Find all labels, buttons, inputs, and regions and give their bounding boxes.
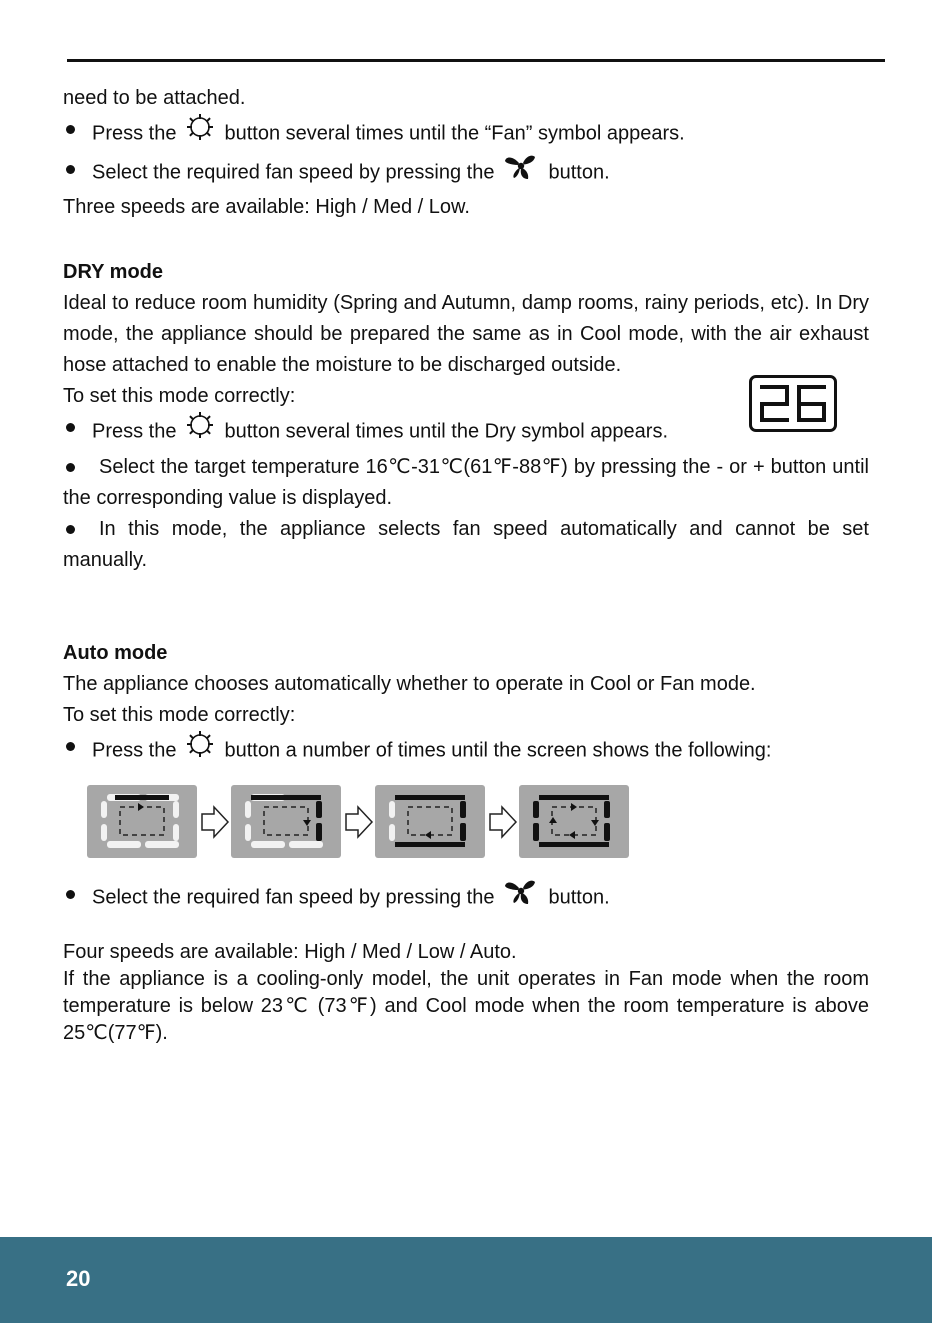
auto-bullet-press-mode xyxy=(63,731,869,771)
fan-button-icon xyxy=(503,152,539,190)
auto-set-correctly: To set this mode correctly: xyxy=(63,704,296,726)
right-arrow-icon xyxy=(200,805,230,849)
right-arrow-icon xyxy=(344,805,374,849)
seven-segment-digits xyxy=(752,378,834,429)
bullet-text-after: button several times until the “Fan” symbol appears. xyxy=(224,122,685,145)
footer-bar xyxy=(0,1237,932,1323)
bullet-text-after: button. xyxy=(548,886,610,909)
dry-bullet-temperature xyxy=(63,452,869,514)
bullet-dot xyxy=(66,125,75,134)
bullet-text-before: Select the required fan speed by pressing the xyxy=(92,161,495,184)
bullet-text-after: button several times until the Dry symbol appears. xyxy=(224,420,669,443)
auto-display-panel-2 xyxy=(231,785,341,858)
bullet-text-before: Select the required fan speed by pressing the xyxy=(92,886,495,909)
fan-button-icon xyxy=(503,877,539,915)
fan-bullet-speed xyxy=(63,154,869,192)
auto-display-panel-4 xyxy=(519,785,629,858)
dry-bullet-fan-auto xyxy=(63,514,869,576)
mode-button-icon xyxy=(185,112,215,152)
bullet-dot xyxy=(66,525,75,534)
mode-button-icon xyxy=(185,410,215,450)
bullet-dot xyxy=(66,423,75,432)
fan-bullet-press-mode xyxy=(63,114,869,154)
dry-mode-paragraph: Ideal to reduce room humidity (Spring and Autumn, damp rooms, rainy periods, etc). In Dry mode, the appliance should be prepared the same as in Cool mode, with the air exhaust hose attached to enable the moisture to be discharged outside. xyxy=(63,292,869,376)
auto-bullet-speed xyxy=(63,879,869,917)
top-rule xyxy=(67,59,885,62)
mode-button-icon xyxy=(185,729,215,769)
bullet-text: Select the target temperature 16℃-31℃(61℉-88℉) by pressing the - or + button until the corresponding value is displayed. xyxy=(63,456,869,509)
spacer xyxy=(63,223,869,257)
bullet-text-after: button a number of times until the screen shows the following: xyxy=(224,739,772,762)
fan-intro-line: need to be attached. xyxy=(63,87,246,109)
fan-speeds-line: Three speeds are available: High / Med / Low. xyxy=(63,196,470,218)
bullet-text-before: Press the xyxy=(92,739,177,762)
auto-speeds-line: Four speeds are available: High / Med / Low / Auto. xyxy=(63,941,517,963)
dry-mode-heading: DRY mode xyxy=(63,261,164,283)
bullet-dot xyxy=(66,463,75,472)
bullet-text-before: Press the xyxy=(92,420,177,443)
bullet-dot xyxy=(66,890,75,899)
auto-cooling-only-paragraph: If the appliance is a cooling-only model, the unit operates in Fan mode when the room temperature is below 23℃ (73℉) and Cool mode when the room temperature is above 25℃(77℉). xyxy=(63,968,869,1044)
bullet-dot xyxy=(66,165,75,174)
auto-display-panel-1 xyxy=(87,785,197,858)
page-number: 20 xyxy=(66,1266,91,1291)
auto-intro-line: The appliance chooses automatically whether to operate in Cool or Fan mode. xyxy=(63,673,756,695)
temperature-display-26 xyxy=(749,375,837,432)
bullet-text-before: Press the xyxy=(92,122,177,145)
auto-mode-heading: Auto mode xyxy=(63,642,168,664)
auto-display-panel-3 xyxy=(375,785,485,858)
bullet-dot xyxy=(66,742,75,751)
page-content xyxy=(63,83,869,1047)
dry-set-correctly: To set this mode correctly: xyxy=(63,385,296,407)
auto-mode-display-sequence xyxy=(63,785,869,861)
bullet-text-after: button. xyxy=(548,161,610,184)
bullet-text: In this mode, the appliance selects fan speed automatically and cannot be set manually. xyxy=(63,518,869,571)
spacer xyxy=(63,917,869,939)
right-arrow-icon xyxy=(488,805,518,849)
spacer xyxy=(63,576,869,638)
